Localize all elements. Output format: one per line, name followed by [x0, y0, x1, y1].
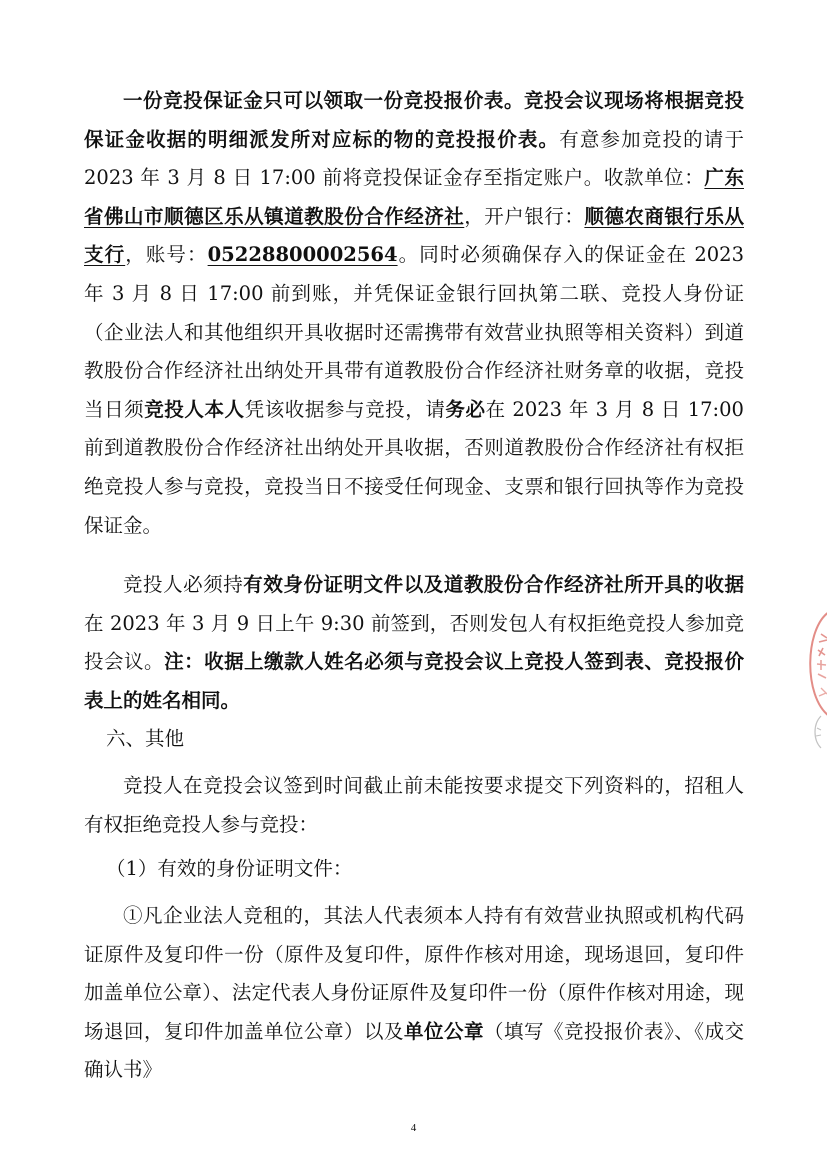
paragraph-corporate-bidder	[84, 897, 744, 1090]
bidder-in-person-emphasis: 竞投人本人	[144, 397, 245, 421]
sign-in-deadline-text: 在 2023 年 3 月 9 日上午 9:30 前签到，否则发包人有权拒绝竞投人参加竞投会议。	[84, 611, 744, 674]
bank-name: 顺德农商银行乐从支行	[84, 204, 744, 267]
payer-name-note: 注：收据上缴款人姓名必须与竞投会议上竞投人签到表、竞投报价表上的姓名相同。	[84, 650, 744, 712]
payee-name: 广东省佛山市顺德区乐从镇道教股份合作经济社	[84, 166, 744, 228]
paragraph-sign-in	[84, 566, 744, 720]
paragraph-deposit-rules	[84, 82, 744, 545]
deposit-deadline-text: 有意参加竞投的请于 2023 年 3 月 8 日 17:00 前将竞投保证金存至指定账户。收款单位：	[84, 127, 744, 190]
corporate-requirements-text: ①凡企业法人竞租的，其法人代表须本人持有有效营业执照或机构代码证原件及复印件一份（原件及复印件，原件作核对用途，现场退回，复印件加盖单位公章）、法定代表人身份证原件及复印件一份（原件作核对用途，现场退回，复印件加盖单位公章）以及	[84, 904, 744, 1043]
required-documents-emphasis: 有效身份证明文件以及道教股份合作经济社所开具的收据	[243, 573, 744, 596]
account-label: ，账号：	[125, 243, 208, 267]
forms-text: （填写《竞投报价表》、《成交确认书》	[84, 1019, 744, 1082]
bank-label: ，开户银行：	[464, 204, 585, 228]
scan-edge-mark	[809, 714, 825, 750]
deposit-receipt-text: 。同时必须确保存入的保证金在 2023 年 3 月 8 日 17:00 前到账，并凭保证金银行回执第二联、竞投人身份证（企业法人和其他组织开具收据时还需携带有效营业执照等相关资料）到道教股份合作经济社出纳处开具带有道教股份合作经济社财务章的收据，竞投当日须	[84, 243, 744, 421]
deposit-rule-bold: 一份竞投保证金只可以领取一份竞投报价表。竞投会议现场将根据竞投保证金收据的明细派发所对应标的物的竞投报价表。	[84, 89, 744, 151]
sign-in-lead: 竞投人必须持	[123, 573, 244, 596]
receipt-deadline-text: 在 2023 年 3 月 8 日 17:00 前到道教股份合作经济社出纳处开具收据，否则道教股份合作经济社有权拒绝竞投人参与竞投，竞投当日不接受任何现金、支票和银行回执等作为竞投保证金。	[84, 397, 744, 537]
list-item-identity-documents: （1）有效的身份证明文件：	[106, 857, 353, 880]
page-number: 4	[410, 1122, 417, 1134]
red-seal-stamp	[799, 604, 827, 724]
account-number: 05228800002564	[207, 243, 398, 267]
company-seal-emphasis: 单位公章	[403, 1019, 484, 1043]
must-emphasis: 务必	[445, 397, 486, 421]
section-heading-other: 六、其他	[106, 727, 185, 750]
paragraph-rejection-conditions: 竞投人在竞投会议签到时间截止前未能按要求提交下列资料的，招租人有权拒绝竞投人参与竞投：	[84, 774, 744, 836]
receipt-participation-text: 凭该收据参与竞投，请	[244, 397, 446, 421]
